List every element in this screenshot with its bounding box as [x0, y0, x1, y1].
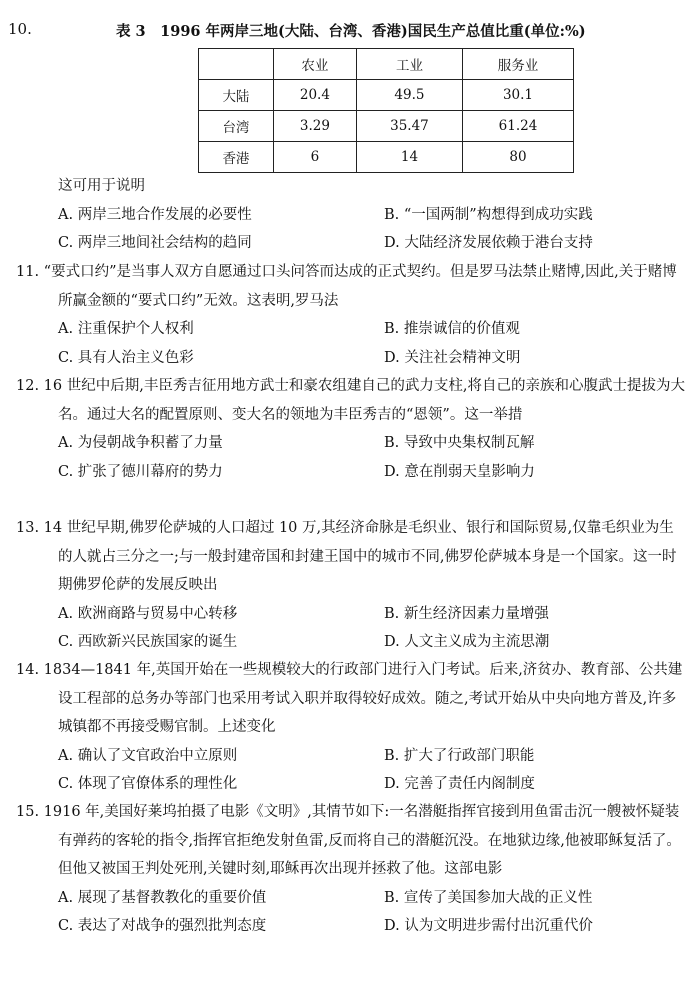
option-c[interactable]: C. 具有人治主义色彩	[58, 349, 194, 366]
table-title: 表 3 1996 年两岸三地(大陆、台湾、香港)国民生产总值比重(单位:%)	[116, 23, 586, 40]
option-b[interactable]: B. 宣传了美国参加大战的正义性	[384, 889, 593, 906]
table-cell: 20.4	[273, 80, 356, 111]
option-a[interactable]: A. 两岸三地合作发展的必要性	[58, 206, 252, 223]
option-d[interactable]: D. 意在削弱天皇影响力	[384, 463, 535, 480]
option-list	[58, 742, 688, 799]
table-header-cell: 服务业	[462, 49, 573, 80]
option-d[interactable]: D. 关注社会精神文明	[384, 349, 521, 366]
option-d[interactable]: D. 认为文明进步需付出沉重代价	[384, 918, 593, 934]
question-stem: 11. “要式口约”是当事人双方自愿通过口头问答而达成的正式契约。但是罗马法禁止赌博,因此,关于赌博所赢金额的“要式口约”无效。这表明,罗马法	[16, 264, 677, 309]
table-cell: 80	[462, 142, 573, 173]
option-b[interactable]: B. “一国两制”构想得到成功实践	[384, 206, 593, 223]
question-14	[16, 656, 688, 799]
question-11	[16, 258, 688, 372]
option-list	[58, 429, 688, 486]
table-header-cell: 农业	[273, 49, 356, 80]
table-header-cell	[199, 49, 274, 80]
table-row	[199, 111, 574, 142]
table-cell: 台湾	[199, 111, 274, 142]
question-13	[16, 514, 688, 657]
table-cell: 6	[273, 142, 356, 173]
question-15	[16, 798, 688, 941]
table-cell: 49.5	[356, 80, 462, 111]
option-list	[58, 884, 688, 941]
option-list	[58, 600, 688, 657]
option-a[interactable]: A. 确认了文官政治中立原则	[58, 747, 238, 764]
option-a[interactable]: A. 为侵朝战争积蓄了力量	[58, 435, 223, 451]
table-header-cell: 工业	[356, 49, 462, 80]
option-c[interactable]: C. 两岸三地间社会结构的趋同	[58, 235, 252, 251]
option-b[interactable]: B. 新生经济因素力量增强	[384, 605, 549, 622]
table-cell: 35.47	[356, 111, 462, 142]
question-10-header	[8, 20, 688, 42]
table-header-row	[199, 49, 574, 80]
question-stem: 13. 14 世纪早期,佛罗伦萨城的人口超过 10 万,其经济命脉是毛织业、银行和国际贸易,仅靠毛织业为生的人就占三分之一;与一般封建帝国和封建王国中的城市不同,佛罗伦萨城本身是一个国家。这一时期佛罗伦萨的发展反映出	[16, 520, 677, 593]
table-cell: 14	[356, 142, 462, 173]
gnp-table	[198, 48, 574, 173]
table-cell: 大陆	[199, 80, 274, 111]
option-a[interactable]: A. 欧洲商路与贸易中心转移	[58, 605, 238, 622]
table-row	[199, 80, 574, 111]
table-cell: 30.1	[462, 80, 573, 111]
option-b[interactable]: B. 扩大了行政部门职能	[384, 747, 535, 764]
table-cell: 3.29	[273, 111, 356, 142]
option-c[interactable]: C. 体现了官僚体系的理性化	[58, 776, 238, 792]
question-stem: 这可用于说明	[58, 178, 145, 194]
option-b[interactable]: B. 导致中央集权制瓦解	[384, 435, 535, 451]
option-a[interactable]: A. 展现了基督教教化的重要价值	[58, 889, 267, 906]
table-cell: 香港	[199, 142, 274, 173]
option-d[interactable]: D. 大陆经济发展依赖于港台支持	[384, 235, 593, 251]
option-list	[58, 201, 688, 258]
option-d[interactable]: D. 完善了责任内阁制度	[384, 776, 535, 792]
question-stem: 12. 16 世纪中后期,丰臣秀吉征用地方武士和豪农组建自己的武力支柱,将自己的亲族和心腹武士提拔为大名。通过大名的配置原则、变大名的领地为丰臣秀吉的“恩领”。这一举措	[16, 378, 685, 423]
option-list	[58, 315, 688, 372]
table-row	[199, 142, 574, 173]
option-c[interactable]: C. 表达了对战争的强烈批判态度	[58, 918, 267, 934]
option-c[interactable]: C. 扩张了德川幕府的势力	[58, 463, 223, 480]
question-number: 10.	[8, 20, 32, 38]
option-c[interactable]: C. 西欧新兴民族国家的诞生	[58, 634, 238, 650]
option-d[interactable]: D. 人文主义成为主流思潮	[384, 634, 550, 650]
option-a[interactable]: A. 注重保护个人权利	[58, 321, 194, 337]
option-b[interactable]: B. 推崇诚信的价值观	[384, 321, 520, 337]
question-10-body	[58, 172, 688, 258]
question-stem: 15. 1916 年,美国好莱坞拍摄了电影《文明》,其情节如下:一名潜艇指挥官接到用鱼雷击沉一艘被怀疑装有弹药的客轮的指令,指挥官拒绝发射鱼雷,反而将自己的潜艇沉没。在地狱边缘,他被耶稣复活了。但他又被国王判处死刑,关键时刻,耶稣再次出现并拯救了他。这部电影	[16, 804, 681, 877]
table-cell: 61.24	[462, 111, 573, 142]
question-stem: 14. 1834—1841 年,英国开始在一些规模较大的行政部门进行入门考试。后来,济贫办、教育部、公共建设工程部的总务办等部门也采用考试入职并取得较好成效。随之,考试开始从中央向地方普及,许多城镇都不再接受赐官制。上述变化	[16, 662, 683, 735]
question-12	[16, 372, 688, 486]
